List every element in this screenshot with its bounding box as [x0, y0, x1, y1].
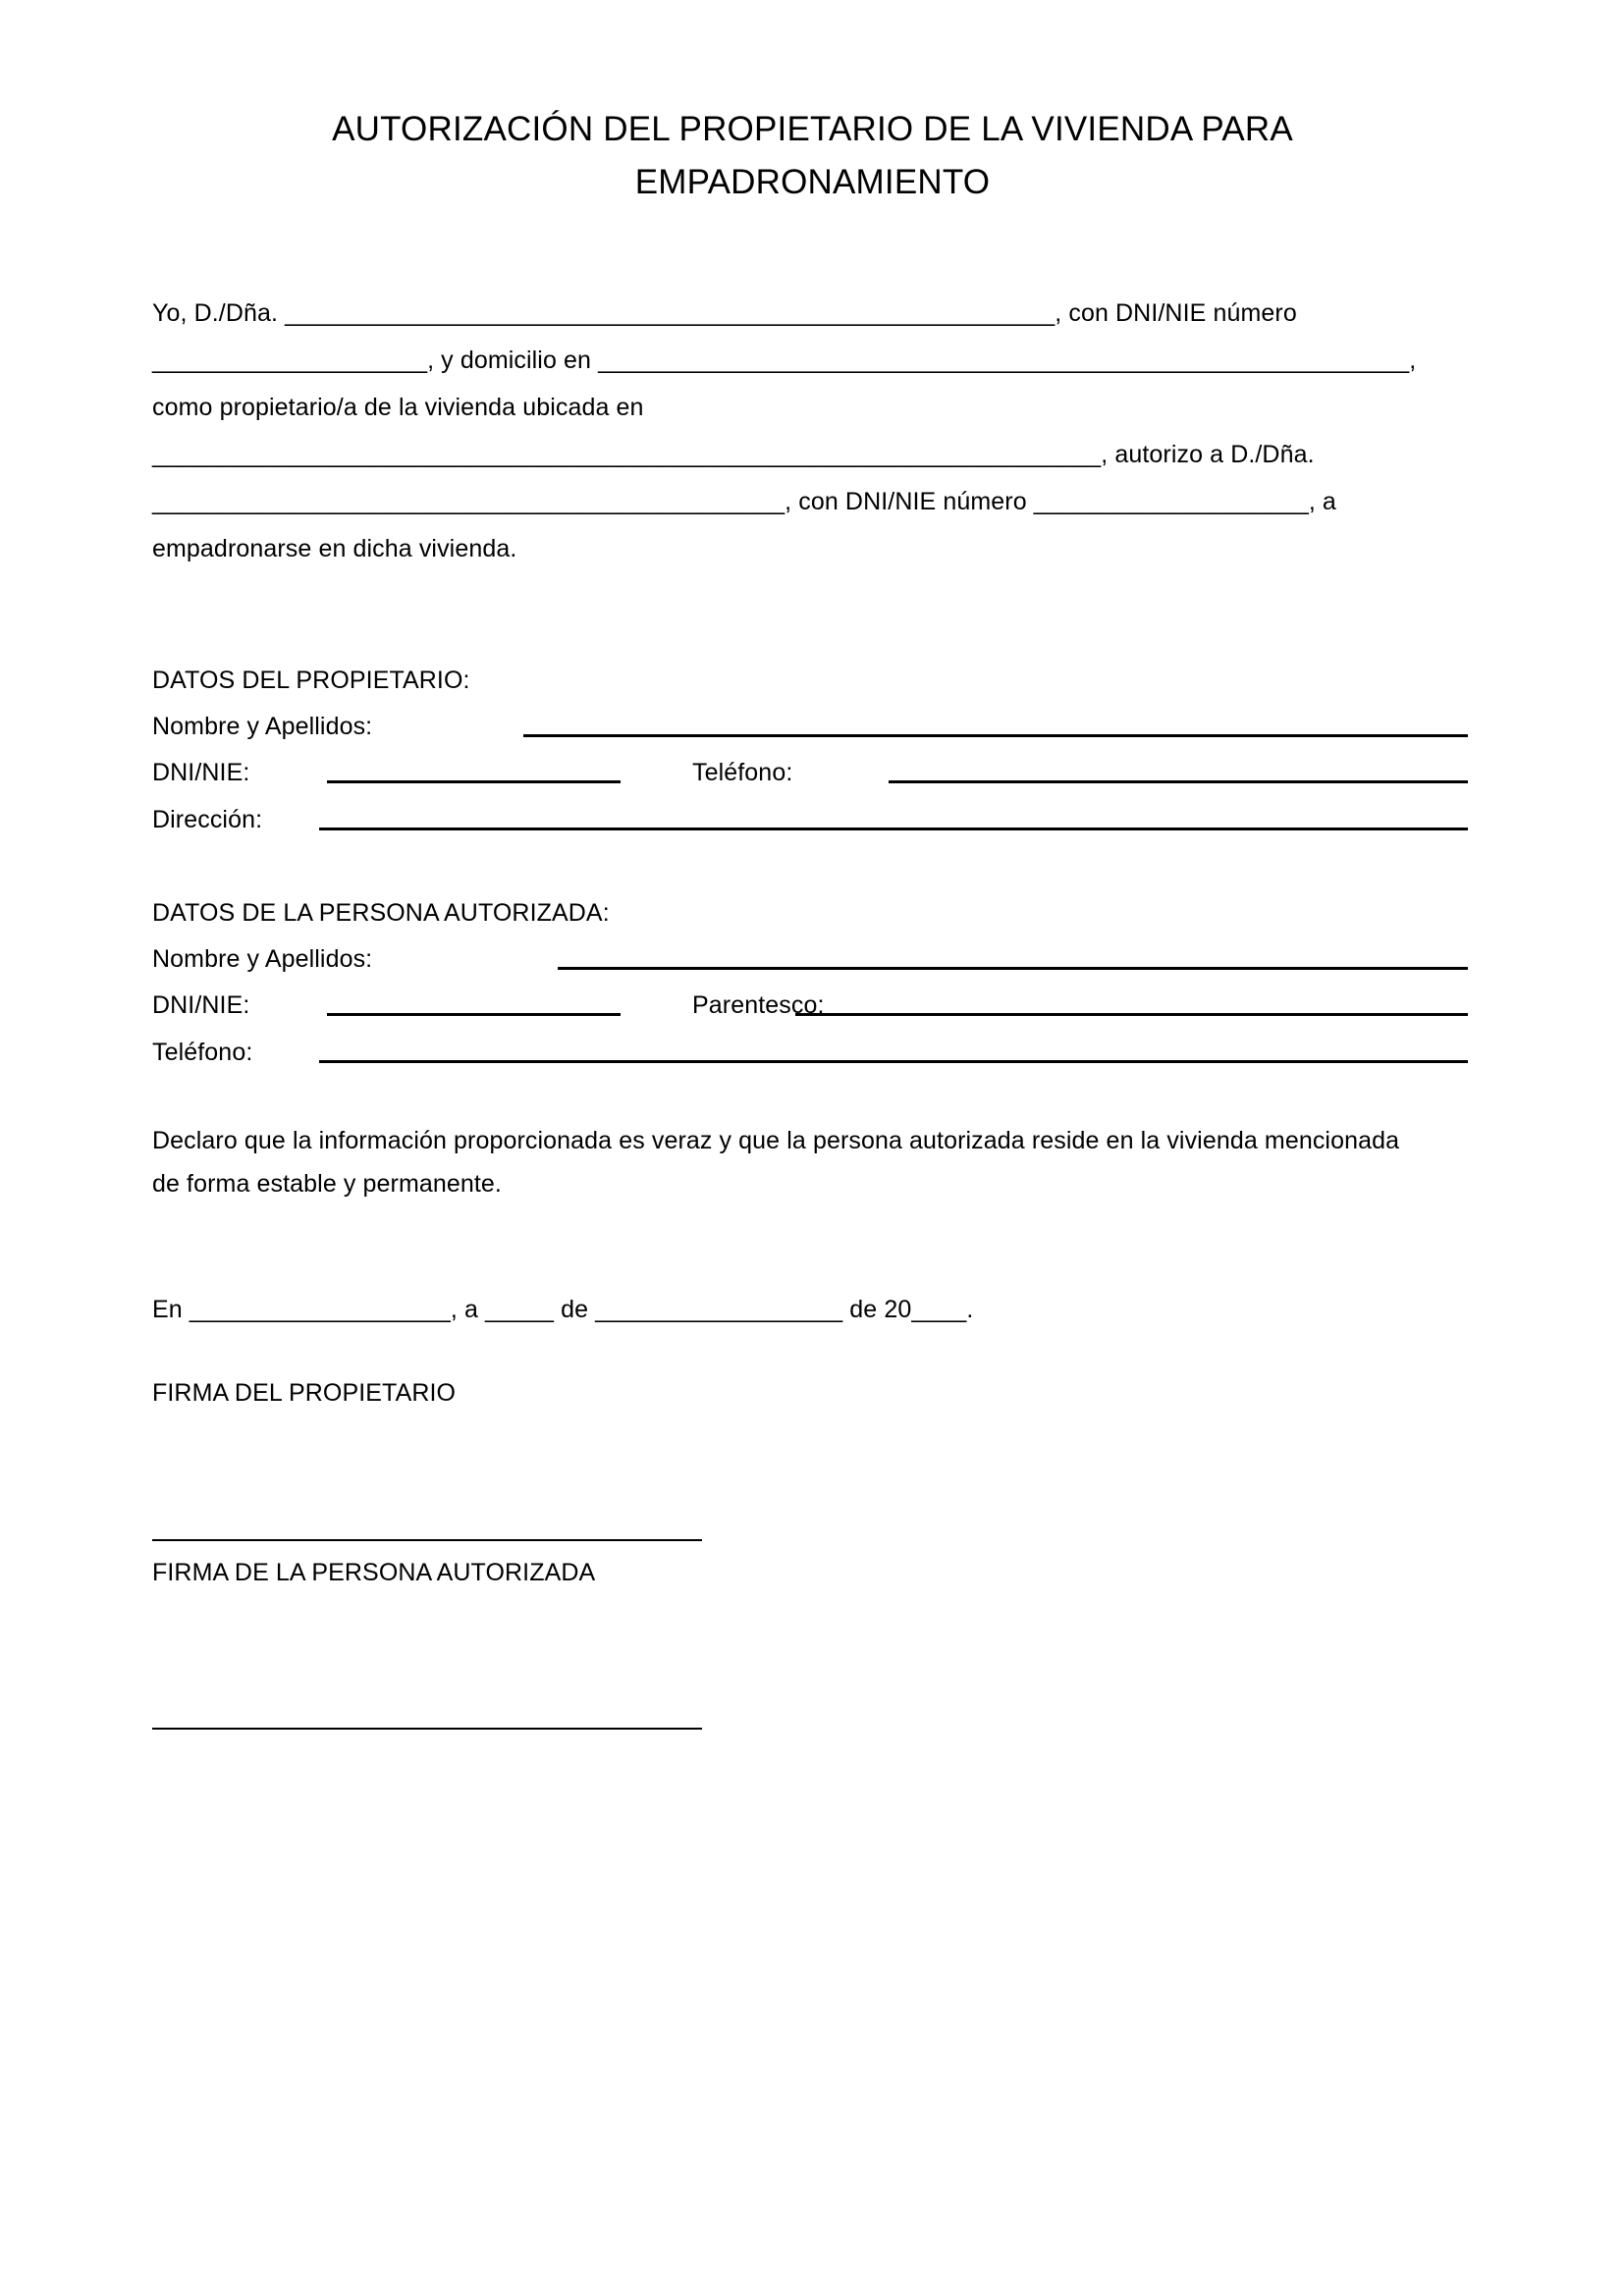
authorized-relationship-field-rule[interactable]: [795, 1013, 1468, 1016]
declaration-paragraph: Declaro que la información proporcionada es veraz y que la persona autorizada reside en la vivienda mencionada de forma estable y permanente.: [152, 1127, 1407, 1198]
owner-address-label: Dirección:: [152, 806, 263, 833]
date-line: En ___________________, a _____ de __________________ de 20____.: [152, 1296, 974, 1323]
owner-address-field-rule[interactable]: [319, 828, 1468, 830]
owner-signature-heading: FIRMA DEL PROPIETARIO: [152, 1379, 457, 1407]
authorized-dni-label: DNI/NIE:: [152, 991, 250, 1019]
authorized-phone-label: Teléfono:: [152, 1039, 253, 1066]
page-title-line-1: AUTORIZACIÓN DEL PROPIETARIO DE LA VIVIENDA PARA: [332, 110, 1293, 148]
owner-name-field-rule[interactable]: [523, 734, 1468, 737]
owner-signature-rule[interactable]: [152, 1539, 702, 1541]
authorized-name-field-rule[interactable]: [558, 967, 1468, 970]
page-title-line-2: EMPADRONAMIENTO: [634, 163, 991, 201]
authorized-relationship-label: Parentesco:: [692, 991, 825, 1019]
authorized-signature-heading: FIRMA DE LA PERSONA AUTORIZADA: [152, 1559, 596, 1586]
owner-section-heading: DATOS DEL PROPIETARIO:: [152, 667, 470, 694]
owner-name-label: Nombre y Apellidos:: [152, 713, 373, 740]
authorized-phone-field-rule[interactable]: [319, 1060, 1468, 1063]
owner-phone-field-rule[interactable]: [889, 780, 1468, 783]
owner-phone-label: Teléfono:: [692, 759, 793, 786]
page-title: [152, 103, 1473, 209]
authorized-signature-rule[interactable]: [152, 1728, 702, 1730]
owner-dni-field-rule[interactable]: [327, 780, 621, 783]
authorized-name-label: Nombre y Apellidos:: [152, 945, 373, 973]
authorized-dni-field-rule[interactable]: [327, 1013, 621, 1016]
authorized-section-heading: DATOS DE LA PERSONA AUTORIZADA:: [152, 899, 610, 927]
intro-paragraph: Yo, D./Dña. ________________________________________________________, con DNI/NIE número ____________________, y domicilio en ___________________________________________________________, como propietario/a de la vivienda ubicada en _____________________________________________________________________, autorizo a D./Dña. ______________________________________________, con DNI/NIE número ____________________, a empadronarse en dicha vivienda.: [152, 299, 1424, 562]
owner-dni-label: DNI/NIE:: [152, 759, 250, 786]
